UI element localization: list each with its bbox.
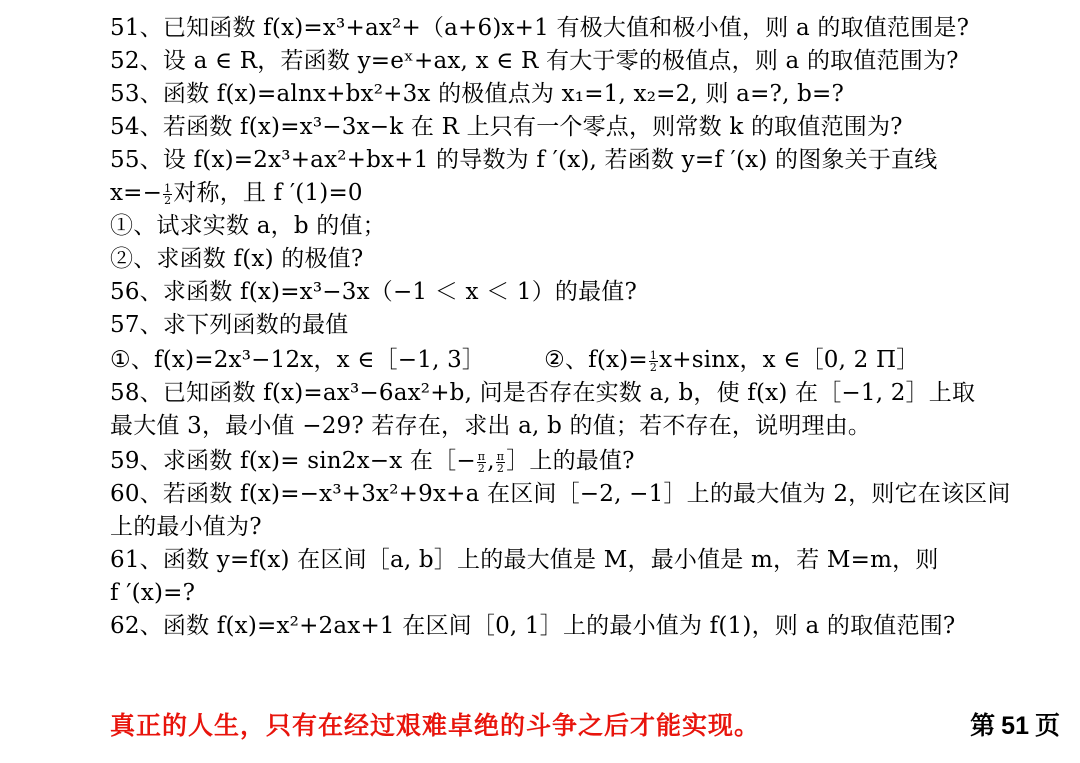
fraction-pi-over-2: [496, 451, 505, 474]
problem-58-line2: 最大值 3，最小值 −29? 若存在，求出 a, b 的值；若不存在，说明理由。: [110, 413, 872, 439]
problem-59-comma: ,: [487, 448, 495, 474]
problem-55-line1: 55、设 f(x)=2x³+ax²+bx+1 的导数为 f ′(x), 若函数 y=f ′(x) 的图象关于直线: [110, 147, 938, 173]
problem-58-line1: 58、已知函数 f(x)=ax³−6ax²+b, 问是否存在实数 a, b，使 f(x) 在［−1, 2］上取: [110, 380, 976, 406]
problem-52: 52、设 a ∈ R，若函数 y=eˣ+ax, x ∈ R 有大于零的极值点，则 a 的取值范围为?: [110, 48, 959, 74]
problem-54: 54、若函数 f(x)=x³−3x−k 在 R 上只有一个零点，则常数 k 的取值范围为?: [110, 114, 903, 140]
fraction-numerator: π: [496, 449, 505, 463]
problem-61-line2: f ′(x)=?: [110, 580, 196, 606]
problem-57-part-1: ①、f(x)=2x³−12x，x ∈［−1, 3］: [110, 347, 486, 373]
problem-57-parts: [110, 344, 1060, 377]
fraction-one-half: [649, 350, 658, 373]
problem-55-line2-suffix: 对称，且 f ′(1)=0: [173, 180, 363, 206]
problem-60-line1: 60、若函数 f(x)=−x³+3x²+9x+a 在区间［−2, −1］上的最大值为 2，则它在该区间: [110, 481, 1011, 507]
problem-53: 53、函数 f(x)=alnx+bx²+3x 的极值点为 x₁=1, x₂=2, 则 a=?, b=?: [110, 81, 845, 107]
problem-61-line1: 61、函数 y=f(x) 在区间［a, b］上的最大值是 M，最小值是 m，若 M=m，则: [110, 547, 939, 573]
fraction-denominator: 2: [496, 461, 505, 475]
problem-59-suffix: ］上的最值?: [506, 448, 635, 474]
fraction-numerator: 1: [649, 348, 658, 362]
fraction-pi-over-2: [477, 451, 486, 474]
page-number: [970, 706, 1060, 742]
problem-55-line2: [110, 177, 1060, 210]
fraction-denominator: 2: [477, 461, 486, 475]
problem-55-subquestion-2: ②、求函数 f(x) 的极值?: [110, 246, 364, 272]
problem-57-part-2-prefix: ②、f(x)=: [544, 347, 648, 373]
motto-quote: 真正的人生，只有在经过艰难卓绝的斗争之后才能实现。: [110, 711, 761, 740]
fraction-numerator: 1: [164, 181, 172, 195]
problem-59: [110, 445, 1060, 478]
fraction-numerator: π: [477, 449, 486, 463]
fraction-denominator: 2: [164, 193, 172, 207]
problem-60-line2: 上的最小值为?: [110, 514, 262, 540]
document-body: [110, 12, 1060, 643]
page-footer: [110, 702, 1060, 742]
problem-55-line2-prefix: x=−: [110, 180, 163, 206]
problem-59-prefix: 59、求函数 f(x)= sin2x−x 在［−: [110, 448, 476, 474]
problem-56: 56、求函数 f(x)=x³−3x（−1 ＜ x ＜ 1）的最值?: [110, 279, 638, 305]
problem-62: 62、函数 f(x)=x²+2ax+1 在区间［0, 1］上的最小值为 f(1)，则 a 的取值范围?: [110, 613, 956, 639]
problem-51: 51、已知函数 f(x)=x³+ax²+（a+6)x+1 有极大值和极小值，则 a 的取值范围是?: [110, 15, 970, 41]
problem-57: 57、求下列函数的最值: [110, 312, 349, 338]
fraction-one-half: [163, 183, 172, 206]
page-number-value: 51: [1001, 712, 1029, 740]
problem-57-part-2-suffix: x+sinx，x ∈［0, 2 Π］: [659, 347, 920, 373]
page-number-suffix: 页: [1034, 711, 1060, 740]
problem-55-subquestion-1: ①、试求实数 a，b 的值；: [110, 213, 386, 239]
fraction-denominator: 2: [649, 360, 658, 374]
page-number-prefix: 第: [970, 711, 996, 740]
